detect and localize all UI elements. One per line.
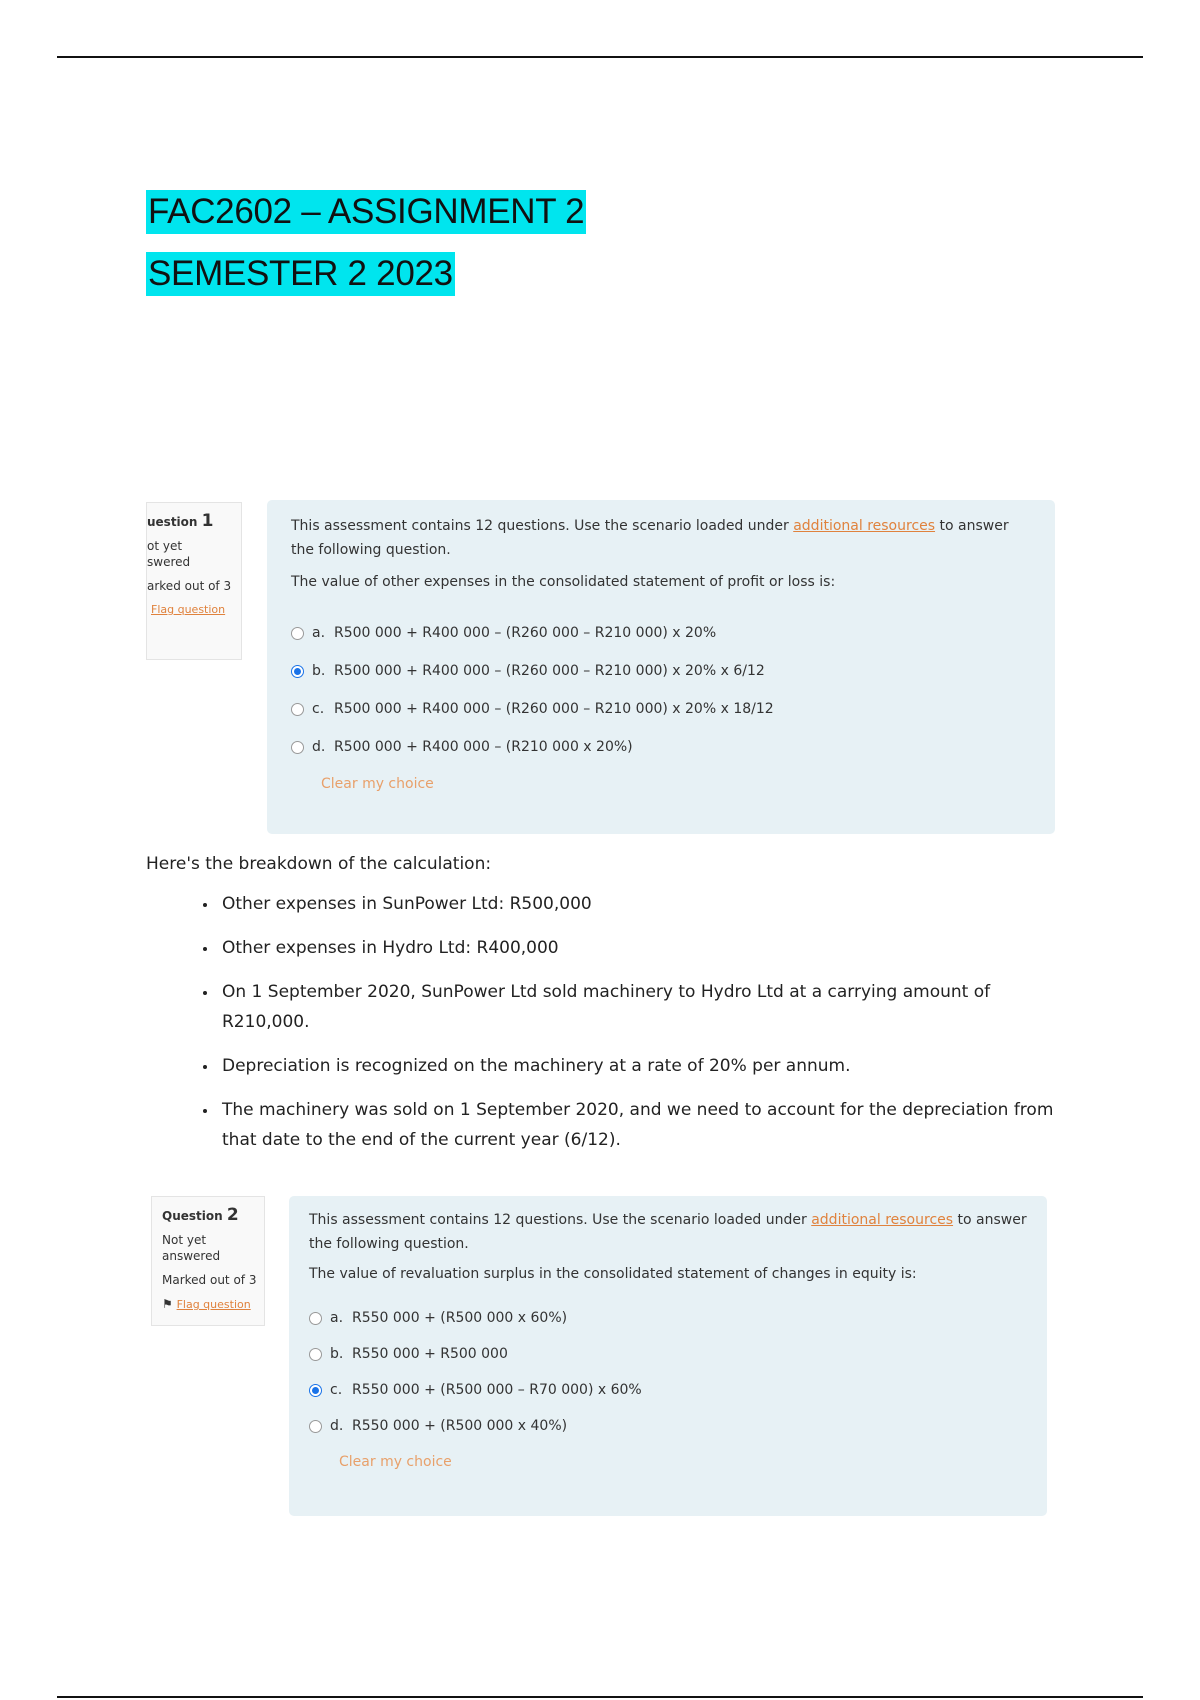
breakdown-intro: Here's the breakdown of the calculation:	[146, 854, 492, 874]
additional-resources-link[interactable]: additional resources	[793, 518, 936, 534]
header-rule	[57, 56, 1143, 58]
answer-option-d[interactable]: d. R500 000 + R400 000 – (R210 000 x 20%)	[291, 728, 1031, 766]
question-marks: Marked out of 3	[162, 1273, 257, 1287]
option-text: R550 000 + R500 000	[352, 1346, 508, 1362]
question-box-2	[289, 1196, 1047, 1516]
radio-button[interactable]	[291, 703, 304, 716]
document-subtitle: SEMESTER 2 2023	[146, 252, 455, 296]
option-text: R500 000 + R400 000 – (R260 000 – R210 000) x 20%	[334, 625, 717, 641]
question-intro: This assessment contains 12 questions. Use the scenario loaded under additional resources to answer the following question.	[291, 518, 1009, 558]
flag-question-link[interactable]: Flag question	[176, 1298, 251, 1311]
radio-button[interactable]	[309, 1420, 322, 1433]
answer-option-d[interactable]: d. R550 000 + (R500 000 x 40%)	[309, 1408, 1027, 1444]
footer-rule	[57, 1696, 1143, 1698]
question-box-1	[267, 500, 1055, 834]
document-title: FAC2602 – ASSIGNMENT 2	[146, 190, 586, 234]
radio-button-selected[interactable]	[291, 665, 304, 678]
option-text: R500 000 + R400 000 – (R210 000 x 20%)	[334, 739, 633, 755]
answer-option-c[interactable]: c. R500 000 + R400 000 – (R260 000 – R210 000) x 20% x 18/12	[291, 690, 1031, 728]
question-info-2	[151, 1196, 265, 1326]
question-label: Question 2	[162, 1205, 239, 1225]
answer-option-a[interactable]: a. R550 000 + (R500 000 x 60%)	[309, 1300, 1027, 1336]
list-item: • Other expenses in Hydro Ltd: R400,000	[218, 933, 1066, 963]
radio-button[interactable]	[291, 741, 304, 754]
question-prompt: The value of revaluation surplus in the consolidated statement of changes in equity is:	[309, 1266, 917, 1282]
list-item: • Depreciation is recognized on the machinery at a rate of 20% per annum.	[218, 1051, 1066, 1081]
clear-choice-link[interactable]: Clear my choice	[339, 1454, 452, 1470]
question-status: ot yet swered	[147, 539, 191, 569]
answer-option-c[interactable]: c. R550 000 + (R500 000 – R70 000) x 60%	[309, 1372, 1027, 1408]
question-prompt: The value of other expenses in the consolidated statement of profit or loss is:	[291, 574, 836, 590]
question-status: Not yet answered	[162, 1233, 221, 1263]
question-info-1	[146, 502, 242, 660]
flag-icon: ⚑	[162, 1297, 177, 1311]
clear-choice-link[interactable]: Clear my choice	[321, 776, 434, 792]
option-text: R550 000 + (R500 000 x 40%)	[352, 1418, 568, 1434]
question-label: uestion 1	[147, 511, 214, 531]
answer-option-b[interactable]: b. R500 000 + R400 000 – (R260 000 – R210 000) x 20% x 6/12	[291, 652, 1031, 690]
list-item: • The machinery was sold on 1 September 2020, and we need to account for the depreciation from that date to the end of the current year (6/12).	[218, 1095, 1066, 1155]
breakdown-list	[146, 889, 1066, 1155]
flag-question-row	[162, 1296, 264, 1313]
calculation-breakdown	[146, 851, 1066, 1169]
radio-button[interactable]	[309, 1348, 322, 1361]
option-text: R550 000 + (R500 000 – R70 000) x 60%	[352, 1382, 642, 1398]
radio-button-selected[interactable]	[309, 1384, 322, 1397]
list-item: • Other expenses in SunPower Ltd: R500,000	[218, 889, 1066, 919]
radio-button[interactable]	[291, 627, 304, 640]
radio-button[interactable]	[309, 1312, 322, 1325]
answer-option-b[interactable]: b. R550 000 + R500 000	[309, 1336, 1027, 1372]
option-text: R500 000 + R400 000 – (R260 000 – R210 000) x 20% x 18/12	[334, 701, 774, 717]
additional-resources-link[interactable]: additional resources	[811, 1212, 954, 1228]
question-marks: arked out of 3	[147, 579, 232, 593]
flag-question-link[interactable]: Flag question	[151, 603, 226, 616]
option-text: R550 000 + (R500 000 x 60%)	[352, 1310, 568, 1326]
list-item: • On 1 September 2020, SunPower Ltd sold machinery to Hydro Ltd at a carrying amount of R210,000.	[218, 977, 1066, 1037]
answer-option-a[interactable]: a. R500 000 + R400 000 – (R260 000 – R210 000) x 20%	[291, 614, 1031, 652]
question-intro: This assessment contains 12 questions. Use the scenario loaded under additional resources to answer the following question.	[309, 1212, 1027, 1252]
option-text: R500 000 + R400 000 – (R260 000 – R210 000) x 20% x 6/12	[334, 663, 765, 679]
